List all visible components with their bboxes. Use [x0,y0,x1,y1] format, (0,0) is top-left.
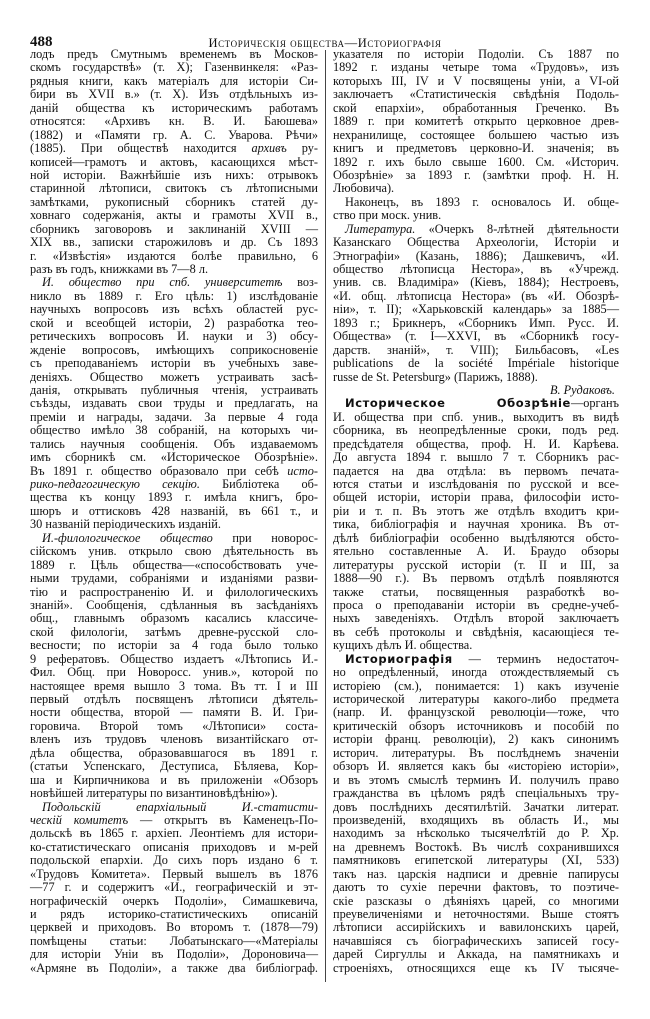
text-segment: ской филологіи, затѣмъ древне-русской сло- [30,624,318,639]
text-segment: обзоръ И. является какъ бы «исторіею исторіи», [333,759,619,774]
text-line [30,48,318,61]
text-line [333,653,619,666]
text-segment: Фил. Общ. при Новоросс. унив.», которой по [30,665,318,680]
text-line [30,895,318,908]
text-line [333,129,619,142]
text-line [30,344,318,357]
text-line [333,290,619,303]
text-segment: Любовича). [333,181,395,196]
text-line [30,223,318,236]
text-segment: ховнаго содержанія, акты и грамоты XVII в., [30,208,318,223]
text-segment: дольскѣ въ 1865 г. архіеп. Леонтіемъ для истори- [30,826,318,841]
text-segment: и въ этомъ смыслѣ терминъ И. получилъ право [333,772,619,787]
text-segment: шюръ и оттисковъ 428 названій, въ 661 т., и [30,503,318,518]
text-line [333,317,619,330]
text-line [333,881,619,894]
text-line [30,465,318,478]
text-segment: дарей Сиргуллы и Аккада, на памятникахъ и [333,947,619,962]
text-line [333,626,619,639]
text-segment: даютъ то сухіе перечни фактовъ, то поэтиче- [333,880,619,895]
text-segment: находимъ за нѣсколько тысячелѣтій до Р. Хр. [333,826,619,841]
text-segment: скіе разсказы о дѣяніяхъ царей, со многими [333,893,619,908]
text-line [30,626,318,639]
page-number: 488 [30,34,53,50]
text-segment: общество лѣтописца Нестора», въ «Учрежд. [333,262,619,276]
text-line [30,733,318,746]
text-segment: рядныя книги, какъ матеріалъ для исторіи Си- [30,73,318,88]
italic-text: Подольскій епархіальный И.-статисти- [42,799,318,814]
text-segment: сборника, въ неопредѣленные сроки, подъ ред. [333,423,619,438]
text-line [333,424,619,437]
text-line [30,868,318,881]
text-line [30,505,318,518]
text-line [333,478,619,491]
text-segment: даній общества къ историческимъ работамъ [30,100,318,115]
text-segment: но опредѣленный, иногда отождествляемый съ [333,665,619,680]
text-segment: «И. общ. лѣтописца Нестора» (въ «И. Обозрѣ- [333,288,619,303]
text-segment: ной исторіи. Важнѣйшіе изъ нихъ: отрывокъ [30,167,318,182]
text-line [30,720,318,733]
text-line [333,465,619,478]
text-line [333,330,619,343]
text-segment: сійскомъ унив. открыло свою дѣятельность въ [30,544,318,559]
text-line [333,61,619,74]
text-line [30,908,318,921]
text-segment: 30 названій періодическихъ изданій. [30,517,221,532]
text-segment: помѣщены статьи: Лобатынскаго—«Матеріалы [30,933,318,948]
text-segment: — терминъ недостаточ- [452,651,619,666]
text-segment: которыхъ III, IV и V посвящены уніи, а VI-ой [333,73,619,88]
text-line [30,156,318,169]
text-segment: 1888—90 г.). Въ первомъ отдѣлѣ появляются [333,571,619,586]
text-segment: горовича. Второй томъ «Лѣтописи» соста- [30,718,318,733]
text-segment: ской и всеобщей исторіи, 2) разработка тео- [30,315,318,330]
text-segment: заключаетъ «Статистическія свѣдѣнія Подоль- [333,87,619,102]
text-line [333,115,619,128]
text-segment: съ преподаваніемъ исторіи въ учебныхъ заве- [30,356,318,371]
text-segment: publications de la société Impériale historique [333,356,619,371]
text-line [30,948,318,961]
text-segment: проса о преподаваніи исторіи въ средне-учеб- [333,597,619,612]
italic-text: В. Рудаковъ. [549,382,615,397]
text-segment: ріи и т. п. Въ этотъ же отдѣлъ входитъ кри- [333,503,619,518]
text-segment: ными трудами, собраніями и изданіями разви- [30,571,318,586]
text-line [333,397,619,410]
right-column [333,48,619,975]
text-line [333,532,619,545]
text-segment: Этнографіи» (Казань, 1886); Дашкевичъ, «И. [333,248,619,263]
text-line [30,102,318,115]
italic-text: И.-филологическое общество [42,530,213,545]
text-segment: Обозрѣніе» за 1893 г. (замѣтки проф. Н. Н. [333,167,619,182]
text-segment: ской епархіи», обработанныя Греченко. Въ [333,100,619,115]
text-segment: общ., главнымъ образомъ касались классиче- [30,611,318,626]
text-line [333,263,619,276]
text-segment: дѣла общества, образовавшагося въ 1891 г. [30,745,318,760]
text-line [30,666,318,679]
text-line [30,801,318,814]
text-segment: довъ послѣднихъ десятилѣтій. Зачатки литерат. [333,799,619,814]
text-segment: дарств. знаній», т. VIII); Бильбасовъ, «Les [333,342,619,357]
text-segment: старинной лѣтописи, свитокъ съ лѣтописными [30,181,318,196]
text-segment: ру- [286,141,318,156]
text-line [333,586,619,599]
text-line [333,720,619,733]
text-line [30,935,318,948]
text-line [333,303,619,316]
text-segment: До августа 1894 г. вышло 7 т. Сборникъ рас- [333,450,619,465]
text-line [333,250,619,263]
text-line [30,384,318,397]
text-line [333,196,619,209]
text-segment: ніи», т. II); «Харьковскій календарь» за 1885— [333,302,619,317]
text-line [333,102,619,115]
text-line [333,223,619,236]
text-line [333,760,619,773]
text-segment: въ себѣ протоколы и свѣдѣнія, касающіеся те- [333,624,619,639]
text-line [30,760,318,773]
text-segment: 1892 г. изданы четыре тома «Трудовъ», изъ [333,60,619,75]
text-segment: ятельно составленные А. И. Браудо обзоры [333,544,619,559]
text-segment: литературы русской исторіи (т. II и III, за [333,557,619,572]
text-line [30,303,318,316]
text-segment: бири въ XVII в.» (т. X). Изъ отдѣльныхъ из- [30,87,318,102]
text-segment: церквей и приходовъ. Во второмъ т. (1878—79) [30,920,318,935]
text-segment: вленъ изъ трудовъ членовъ византійскаго от- [30,732,318,747]
text-line [30,88,318,101]
text-line [333,357,619,370]
text-line [30,276,318,289]
text-segment: ко-статистическаго описанія приходовъ и м-рей [30,839,318,854]
text-segment: имъ сборникѣ см. «Историческое Обозрѣніе». [30,450,318,465]
text-segment: ретическихъ вопросовъ И. науки и 3) обсу- [30,329,318,344]
text-line [333,344,619,357]
text-line [333,841,619,854]
text-line [30,196,318,209]
text-segment: указателя по исторіи Подоліи. Съ 1887 по [333,47,619,61]
text-line [333,236,619,249]
text-line [30,424,318,437]
text-segment: первый отдѣлъ посвященъ лѣтописи дѣятель- [30,692,318,706]
text-segment: 1892 г. ихъ было свыше 1600. См. «Историч. [333,154,619,169]
text-line [30,169,318,182]
text-line [30,142,318,155]
text-segment: жденіе вопросовъ, имѣющихъ соприкосновеніе [30,342,318,357]
text-line [333,169,619,182]
italic-text: И. общество при спб. университетѣ [42,275,283,290]
text-segment: никло въ 1889 г. Его цѣль: 1) изслѣдованіе [30,288,318,303]
text-segment: исторіи франц. революціи), 2) какъ синонимъ [333,732,619,747]
text-segment: (напр. И. французской революціи—тоже, что [333,705,619,720]
text-segment: и рядъ историко-статистическихъ описаній [30,907,318,921]
text-segment: —77 г. и содержитъ «И., географическій и эт- [30,880,318,895]
text-segment: предсѣдателя общества, проф. Н. И. Карѣева. [333,436,619,451]
text-line [30,827,318,840]
text-line [333,706,619,719]
text-line [30,250,318,263]
text-segment: (статьи Успенскаго, Деступиса, Бѣляева, Кор- [30,759,318,774]
text-line [333,787,619,800]
text-segment: Въ 1891 г. общество образовало при себѣ [30,463,288,478]
text-line [30,680,318,693]
text-segment: на древнемъ Востокѣ. Въ числѣ сохранившихся [333,839,619,854]
italic-text: рико-педагогическую секцію. [30,477,200,491]
text-line [30,532,318,545]
text-segment: книгъ и предметовъ церковно-И. значенія; въ [333,141,619,156]
text-line [333,908,619,921]
text-line [30,371,318,384]
text-line [30,693,318,706]
text-line [333,88,619,101]
text-line [333,209,619,222]
text-segment: исторической литературы какого-либо предмета [333,692,619,706]
text-line [333,935,619,948]
text-line [333,371,619,384]
text-line [30,75,318,88]
text-line [333,814,619,827]
italic-text: исто- [287,463,318,478]
text-segment: преувеличеніями и неточностями. Выше стоятъ [333,907,619,921]
text-line [333,572,619,585]
text-segment: нехранилище, состоящее большею частью изъ [333,127,619,142]
text-segment: съѣзды, издавать свои труды и предлагать, на [30,396,318,411]
text-line [30,411,318,424]
text-line [30,787,318,800]
text-segment: лѣтописи ассирійскихъ и вавилонскихъ царей, [333,920,619,935]
text-segment: г. «Извѣстія» издаются болѣе правильно, 6 [30,248,318,263]
italic-text: архивъ [251,141,287,156]
text-segment: —органъ [570,396,619,411]
text-line [30,814,318,827]
text-line [30,881,318,894]
text-line [333,774,619,787]
text-line [30,263,318,276]
text-segment: научныхъ вопросовъ изъ всѣхъ областей рус- [30,302,318,317]
text-line [333,693,619,706]
running-title: Историческія общества—Историографія [208,36,442,50]
text-line [333,733,619,746]
text-line [30,317,318,330]
text-line [30,518,318,531]
text-segment: исторіею (см.), понимается: 1) какъ изученіе [333,678,619,693]
text-line [333,948,619,961]
text-line [333,491,619,504]
text-line [30,182,318,195]
text-line [30,653,318,666]
entry-heading: Историографія [345,651,453,666]
text-segment: 1893 г.; Брикнеръ, «Сборникъ Имп. Русс. И. [333,315,619,330]
text-segment: кущихъ дѣлъ И. общества. [333,638,473,653]
text-segment: 9 рефератовъ. Общество издаетъ «Лѣтопись И.- [30,651,318,666]
left-column [30,48,318,975]
text-segment: — открытъ въ Каменецъ-По- [128,812,318,827]
text-line [30,612,318,625]
text-segment: начавшіяся съ біографическихъ записей госу- [333,933,619,948]
text-segment: нографическій очеркъ Подоліи», Симашкевича, [30,893,318,908]
text-segment: замѣтками, рукописный сборникъ статей ду- [30,194,318,209]
text-segment: тались научныя сообщенія. Объ издаваемомъ [30,436,318,451]
text-line [30,639,318,652]
text-segment: 1889 г. Цѣль общества—«способствовать уче- [30,557,318,572]
text-line [333,854,619,867]
text-line [333,599,619,612]
text-line [30,129,318,142]
column-rule [325,50,326,982]
text-line [30,491,318,504]
text-segment: (1885). При обществѣ находится [30,141,252,156]
text-line [333,747,619,760]
text-segment: для исторіи Уніи въ Подоліи», Дороновича— [30,947,318,962]
text-line [30,330,318,343]
text-line [30,115,318,128]
text-line [30,397,318,410]
text-segment: падается на два отдѣла: въ первомъ печата- [333,463,619,478]
entry-heading: Историческое Обозрѣніе [345,396,571,411]
text-segment: кописей—грамотъ и актовъ, касающихся мѣст- [30,154,318,169]
text-line [30,290,318,303]
text-line [30,962,318,975]
text-segment: историч. литературы. Въ послѣднемъ значеніи [333,745,619,760]
text-line [30,747,318,760]
text-segment: воз- [282,275,318,290]
text-segment: лодъ предъ Смутнымъ временемъ въ Москов- [30,47,318,61]
text-segment: тію и распространенію И. и филологическихъ [30,584,318,599]
text-line [333,639,619,652]
text-line [333,827,619,840]
text-segment: общей исторіи, исторіи права, философіи исто- [333,490,619,505]
text-segment: дѣлѣ библіографіи особенно выдѣляются обсто- [333,530,619,545]
text-segment: памятниковъ египетской литературы (XI, 533) [333,853,619,868]
text-segment: ство при моск. унив. [333,208,442,223]
text-line [30,586,318,599]
text-line [333,48,619,61]
text-segment: при новорос- [212,530,318,545]
text-line [30,209,318,222]
text-segment: такъ наз. царскія надписи и древніе папирусы [333,866,619,881]
text-line [30,854,318,867]
text-segment: XIX вв., записки старожиловъ и др. Съ 1893 [30,235,318,250]
text-line [333,612,619,625]
text-line [333,142,619,155]
text-line [333,559,619,572]
text-segment: Казанскаго Общества Археологіи, Исторіи и [333,235,619,250]
text-segment: унив. св. Владиміра» (Кіевъ, 1884); Нестроевъ, [333,275,619,290]
text-segment: гражданства въ цѣломъ рядѣ спеціальныхъ тру- [333,786,619,801]
text-line [30,841,318,854]
text-line [333,438,619,451]
text-segment: весности; по исторіи за 4 года было только [30,638,318,653]
text-line [30,61,318,74]
text-segment: 1889 г. при комитетѣ открыто церковное древ- [333,114,619,129]
text-line [333,545,619,558]
text-line [30,451,318,464]
text-segment: ша и Кирпичникова и въ приложеніи «Обзоръ [30,772,318,787]
text-line [30,706,318,719]
text-segment: данія, открывать публичныя чтенія, устраивать [30,382,318,397]
text-segment: «Трудовъ Комитета». Первый вышелъ въ 1876 [30,866,318,881]
italic-text: ческій комитетъ [30,812,129,827]
text-line [333,182,619,195]
text-line [30,774,318,787]
text-segment: (1882) и «Памяти гр. А. С. Уварова. Рѣчи» [30,127,318,142]
text-segment: преміи и награды, задачи. За первые 4 года [30,409,318,424]
text-segment: произведеній, входящихъ въ область И., мы [333,812,619,827]
text-segment: новѣйшей литературы по византиновѣдѣнію»). [30,786,278,801]
text-line [333,384,619,397]
text-segment: подольской епархіи. До сихъ поръ издано 6 т. [30,853,318,868]
text-line [333,962,619,975]
text-line [333,921,619,934]
text-segment: сборникъ заговоровъ и заклинаній XVIII — [30,221,318,236]
text-segment: Наконецъ, въ 1893 г. основалось И. обще- [345,194,619,209]
text-line [30,921,318,934]
text-segment: «Армяне въ Подоліи», а также два библіограф. [30,960,318,975]
text-line [333,801,619,814]
text-segment: настоящее время вышло 3 тома. Въ тт. I и III [30,678,318,693]
text-segment: «Очеркъ 8-лѣтней дѣятельности [415,221,619,236]
text-line [333,518,619,531]
text-segment: ности общества, второй — памяти В. И. Гри- [30,705,318,720]
text-line [30,357,318,370]
text-segment: тика, библіографія и научная хроника. Въ от- [333,517,619,532]
text-line [30,572,318,585]
text-segment: общество имѣло 38 собраній, на которыхъ чи- [30,423,318,438]
text-segment: также статьи, посвященныя разработкѣ во- [333,584,619,599]
text-segment: И. общества при спб. унив., выходитъ въ видѣ [333,409,619,424]
text-line [333,680,619,693]
text-line [30,438,318,451]
text-line [30,545,318,558]
text-line [333,451,619,464]
text-segment: критическій обзоръ источниковъ и пособій по [333,718,619,733]
text-line [30,478,318,491]
text-segment: щества къ концу 1893 г. имѣла книгъ, бро- [30,490,318,505]
text-segment: Общества» (т. I—XXVI, въ «Сборникѣ госу- [333,329,619,344]
text-line [333,156,619,169]
text-segment: скомъ государствѣ» (т. X); Газенвинкеля: «Раз- [30,60,318,75]
text-segment: деніяхъ. Общество можетъ устраивать засѣ- [30,369,318,384]
text-segment: ются статьи и изслѣдованія по русской и все- [333,477,619,491]
text-line [30,599,318,612]
text-segment: разъ въ годъ, книжками въ 7—8 л. [30,262,209,276]
text-line [333,75,619,88]
text-segment: Библіотека об- [199,477,319,491]
text-line [333,895,619,908]
text-line [333,411,619,424]
text-segment: ныхъ заведеніяхъ. Отдѣлъ второй заключаетъ [333,611,619,626]
text-segment: строеніяхъ, относящихся еще къ IV тысяче- [333,960,619,975]
text-line [30,236,318,249]
text-segment: знаній». Сообщенія, сдѣланныя въ засѣданіяхъ [30,597,318,612]
text-line [333,505,619,518]
italic-text: Литература. [345,221,416,236]
text-line [30,559,318,572]
text-segment: относятся: «Архивъ кн. В. И. Баюшева» [30,114,318,129]
text-line [333,276,619,289]
text-line [333,666,619,679]
text-line [333,868,619,881]
text-segment: russe de St. Petersburg» (Парижъ, 1888). [333,369,538,384]
